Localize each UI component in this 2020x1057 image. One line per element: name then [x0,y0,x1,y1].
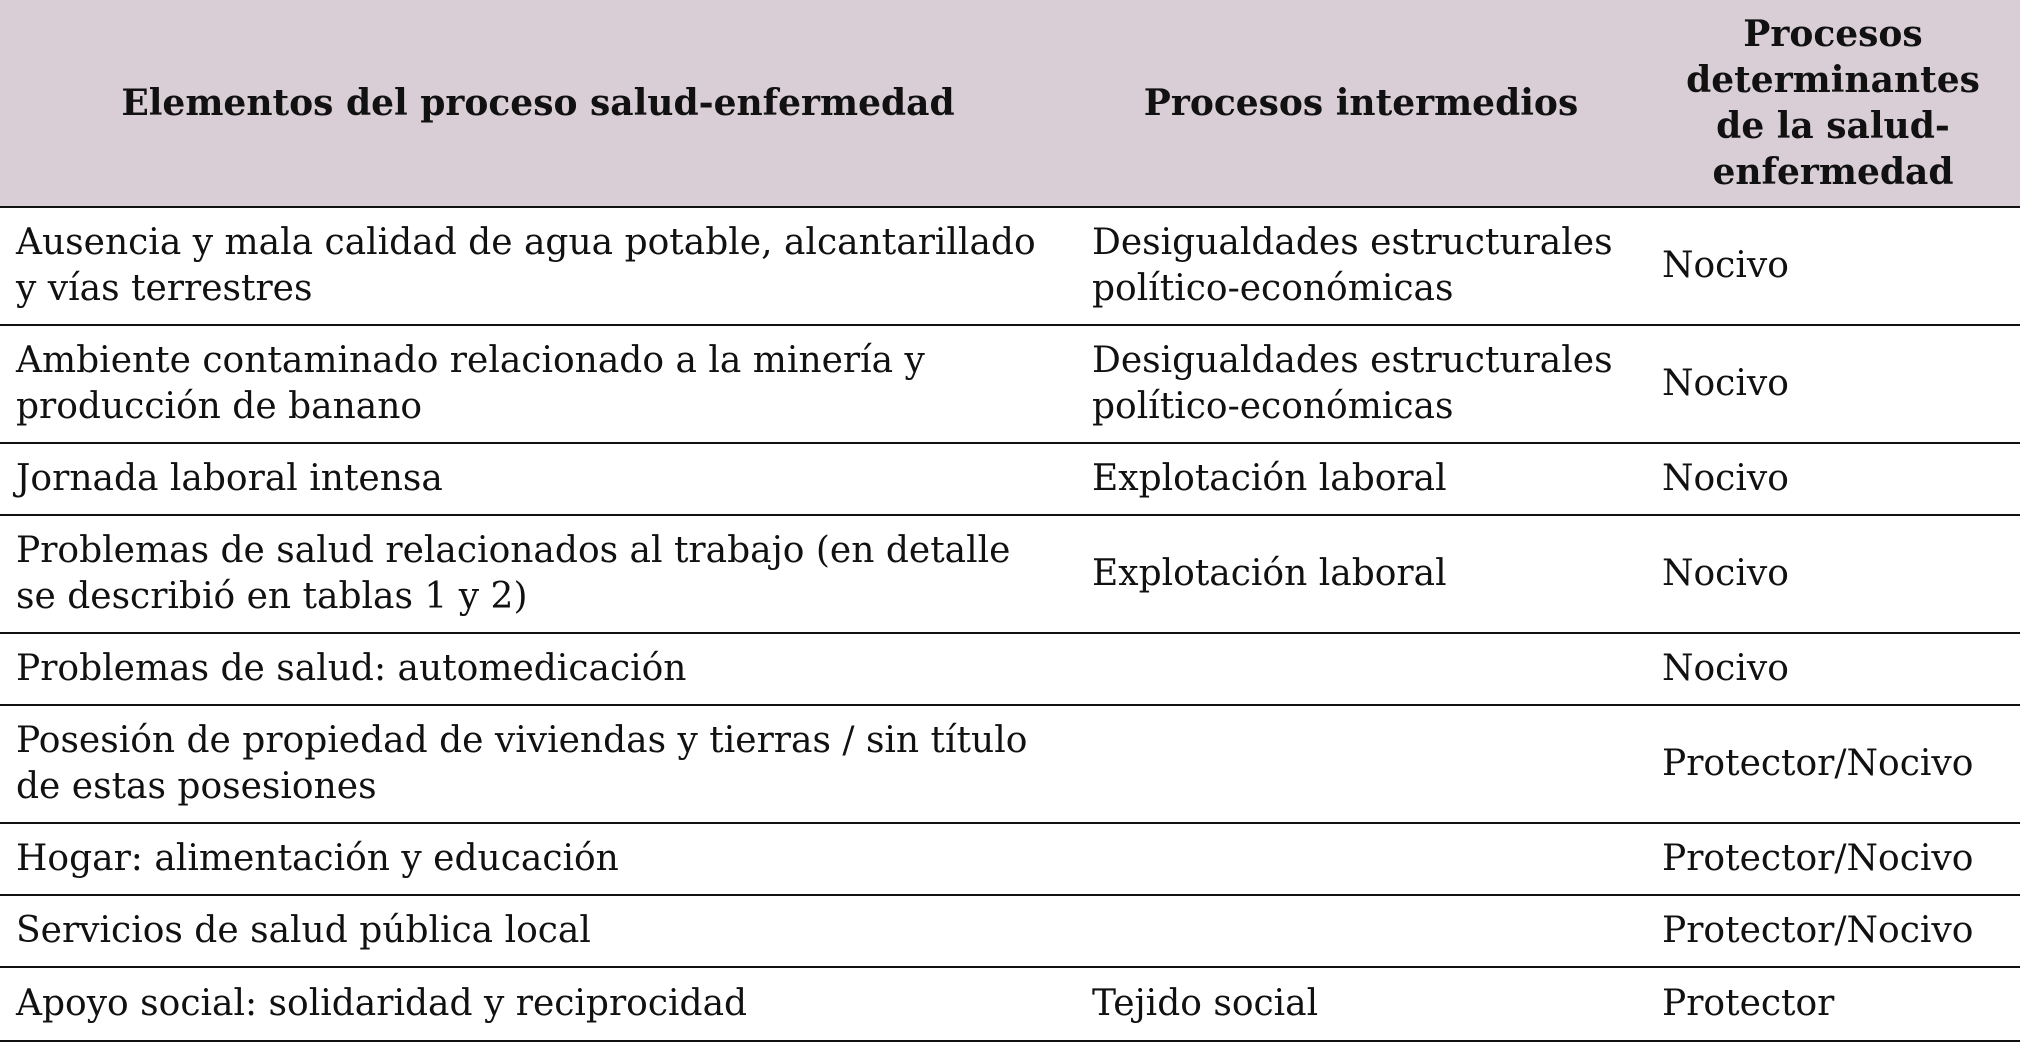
table-row [0,515,2020,633]
cell-elemento: Jornada laboral intensa [0,443,1076,515]
cell-elemento: Apoyo social: solidaridad y reciprocidad [0,967,1076,1041]
cell-intermedio: Explotación laboral [1076,443,1646,515]
cell-elemento: Servicios de salud pública local [0,895,1076,967]
cell-elemento: Ausencia y mala calidad de agua potable, alcantarillado y vías terrestres [0,207,1076,325]
table-row [0,823,2020,895]
header-procesos-determinantes: Procesos determinantes de la salud-enfermedad [1646,0,2020,207]
cell-intermedio: Desigualdades estructurales político-económicas [1076,207,1646,325]
cell-elemento: Hogar: alimentación y educación [0,823,1076,895]
cell-determinante: Protector/Nocivo [1646,823,2020,895]
cell-determinante: Nocivo [1646,633,2020,705]
cell-intermedio [1076,895,1646,967]
table-row [0,207,2020,325]
cell-determinante: Nocivo [1646,443,2020,515]
cell-elemento: Problemas de salud relacionados al trabajo (en detalle se describió en tablas 1 y 2) [0,515,1076,633]
cell-intermedio [1076,633,1646,705]
table-row [0,705,2020,823]
table-header-row [0,0,2020,207]
header-elementos: Elementos del proceso salud-enfermedad [0,0,1076,207]
cell-elemento: Ambiente contaminado relacionado a la minería y producción de banano [0,325,1076,443]
cell-determinante: Nocivo [1646,325,2020,443]
cell-elemento: Problemas de salud: automedicación [0,633,1076,705]
cell-elemento: Posesión de propiedad de viviendas y tierras / sin título de estas posesiones [0,705,1076,823]
cell-determinante: Nocivo [1646,207,2020,325]
cell-intermedio: Desigualdades estructurales político-económicas [1076,325,1646,443]
table-row [0,967,2020,1041]
cell-determinante: Protector/Nocivo [1646,705,2020,823]
header-procesos-intermedios: Procesos intermedios [1076,0,1646,207]
cell-determinante: Protector/Nocivo [1646,895,2020,967]
cell-intermedio: Tejido social [1076,967,1646,1041]
table-row [0,633,2020,705]
table-body [0,207,2020,1041]
table-row [0,325,2020,443]
cell-determinante: Protector [1646,967,2020,1041]
table-row [0,895,2020,967]
cell-intermedio [1076,823,1646,895]
cell-intermedio: Explotación laboral [1076,515,1646,633]
table-header [0,0,2020,207]
cell-intermedio [1076,705,1646,823]
table-row [0,443,2020,515]
cell-determinante: Nocivo [1646,515,2020,633]
